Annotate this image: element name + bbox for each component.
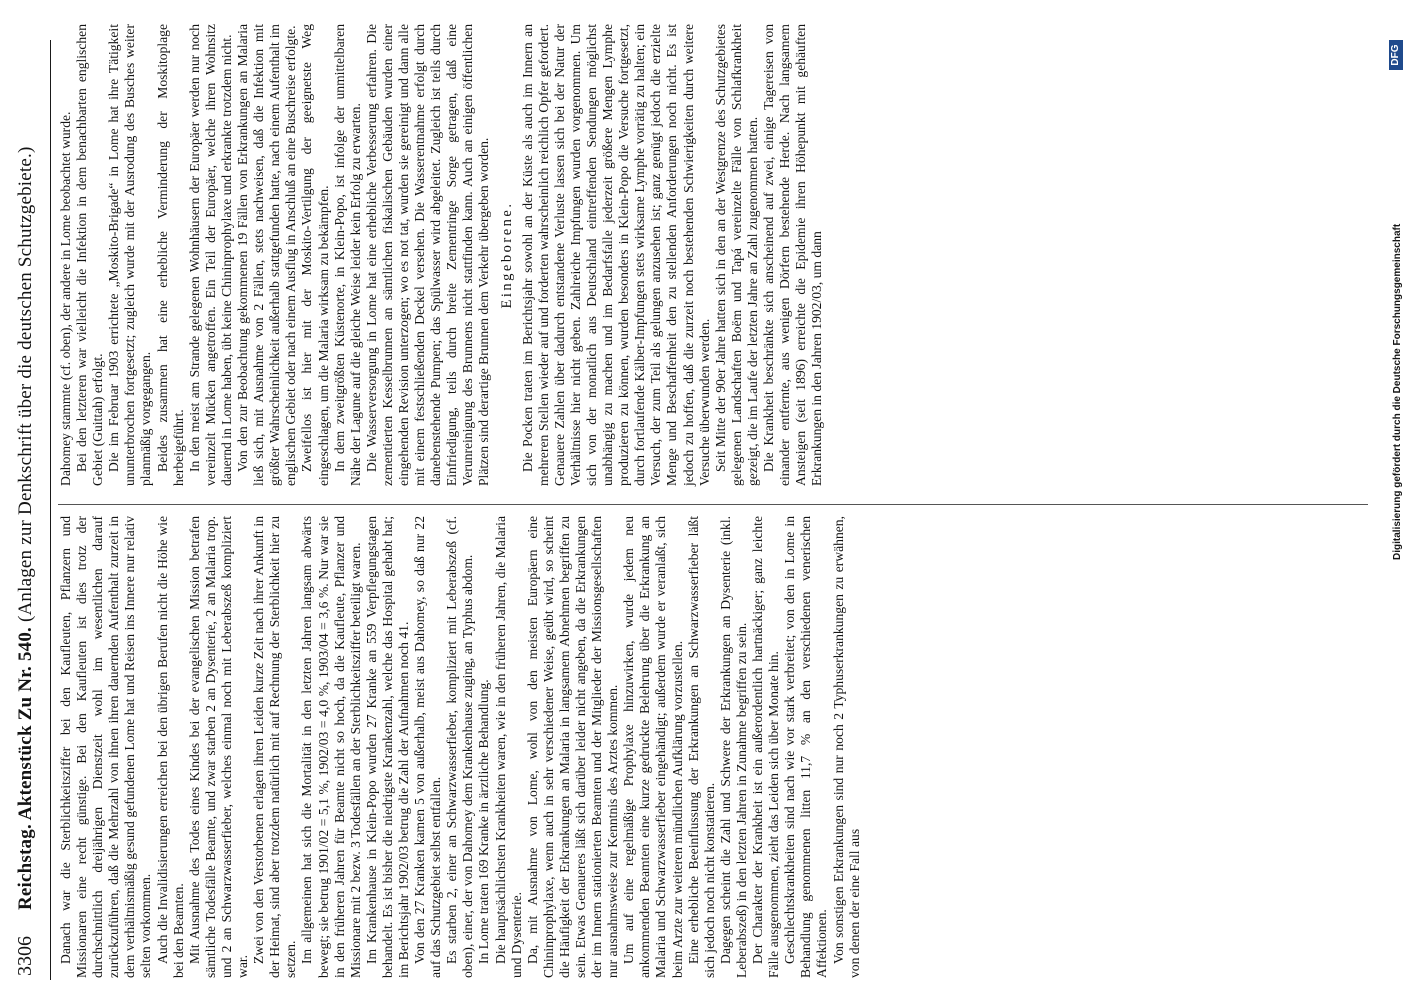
paragraph: Es starben 2, einer an Schwarzwasserfieber, kompliziert mit Leberabszeß (cf. oben), einer, der von Dahomey dem Krankenhause zuging, an Typhus abdom. (444, 516, 476, 978)
page-number: 3306 (14, 936, 36, 976)
paragraph: Die Krankheit beschränkte sich anscheinend auf zwei, einige Tagereisen von einander entfernte, aus wenigen Dörfern bestehende Herde. Nach langsamem Ansteigen (seit 1896) erreichte die Epidemie ihren Höhepunkt mit gehäuften Erkrankungen in den Jahren 1902/03, um dann (761, 24, 825, 486)
paragraph: Zweifellos ist hier mit der Moskito-Vertilgung der geeignetste Weg eingeschlagen, um die Malaria wirksam zu bekämpfen. (299, 24, 331, 486)
paragraph: Die Pocken traten im Berichtsjahr sowohl an der Küste als auch im Innern an mehreren Stellen wieder auf und forderten wahrscheinlich reichlich Opfer gefordert. Genauere Zahlen über dadurch entstandene Verluste lassen sich bei der Natur der Verhältnisse hier nicht geben. Zahlreiche Impfungen wurden vorgenommen. Um sich von der monatlich aus Deutschland eintreffenden Sendungen möglichst unabhängig zu machen und im Bedarfsfalle jederzeit größere Mengen Lymphe produzieren zu können, wurden besonders in Klein-Popo die Versuche fortgesetzt, durch fortlaufende Kälber-Impfungen stets wirksame Lymphe vorrätig zu halten; ein Versuch, der zum Teil als gelungen anzusehen ist; ganz genügt jedoch die erzielte Menge und Beschaffenheit den zu stellenden Anforderungen noch nicht. Es ist jedoch zu hoffen, daß die zurzeit noch bestehenden Schwierigkeiten durch weitere Versuche überwunden werden. (519, 24, 712, 486)
digitization-credit: Digitalisierung gefördert durch die Deutsche Forschungsgemeinschaft (1392, 223, 1403, 560)
right-column (58, 24, 825, 486)
page-header (14, 40, 44, 976)
paragraph: Von den zur Beobachtung gekommenen 19 Fällen von Erkrankungen an Malaria ließ sich, mit Ausnahme von 2 Fällen, stets nachweisen, daß die Infektion mit größter Wahrscheinlichkeit außerhalb stattgefunden hatte, nach einem Aufenthalt im englischen Gebiet oder nach einem Ausflug in Anschluß an eine Buschreise erfolgte. (235, 24, 299, 486)
header-divider (50, 40, 51, 980)
paragraph: Eine erhebliche Beeinflussung der Erkrankungen an Schwarzwasserfieber läßt sich jedoch noch nicht konstatieren. (685, 516, 717, 978)
paragraph: Bei den letzteren war vielleicht die Infektion in dem benachbarten englischen Gebiet (Guittah) erfolgt. (74, 24, 106, 486)
paragraph: Der Charakter der Krankheit ist ein außerordentlich hartnäckiger; ganz leichte Fälle ausgenommen, zieht das Leiden sich über Monate hin. (750, 516, 782, 978)
paragraph: Die Wasserversorgung in Lome hat eine erhebliche Verbesserung erfahren. Die zementierten Kesselbrunnen an sämtlichen fiskalischen Gebäuden wurden einer eingehenden Revision unterzogen; wo es not tat, wurden sie gereinigt und dann alle mit einem festschließenden Deckel versehen. Die Wasserentnahme erfolgt durch danebenstehende Pumpen; das Spülwasser wird abgeleitet. Zugleich ist teils durch Einfriedigung, teils durch breite Zementringe Sorge getragen, daß eine Verunreinigung des Brunnens nicht stattfinden kann. Auch an einigen öffentlichen Plätzen sind derartige Brunnen dem Verkehr übergeben worden. (363, 24, 492, 486)
dfg-logo: DFG (1389, 40, 1403, 70)
paragraph: Da, mit Ausnahme von Lome, wohl von den meisten Europäern eine Chininprophylaxe, wenn auch in sehr verschiedener Weise, geübt wird, so scheint die Häufigkeit der Erkrankungen an Malaria in langsamem Abnehmen begriffen zu sein. Etwas Genaueres läßt sich darüber leider nicht angeben, da die Erkrankungen der im Innern stationierten Beamten und der Mitglieder der Missionsgesellschaften nur ausnahmsweise zur Kenntnis des Arztes kommen. (524, 516, 621, 978)
paragraph: Von sonstigen Erkrankungen sind nur noch 2 Typhuserkrankungen zu erwähnen, von denen der eine Fall aus (830, 516, 862, 978)
paragraph: Im allgemeinen hat sich die Mortalität in den letzten Jahren langsam abwärts bewegt; sie betrug 1901/02 = 5,1 %, 1902/03 = 4,0 %, 1903/04 = 3,6 %. Nur war sie in den früheren Jahren für Beamte nicht so hoch, da die Kaufleute, Pflanzer und Missionare mit 2 bezw. 3 Todesfällen an der Sterblichkeitsziffer beteiligt waren. (299, 516, 363, 978)
paragraph: Beides zusammen hat eine erhebliche Verminderung der Moskitoplage herbeigeführt. (154, 24, 186, 486)
paragraph: Auch die Invalidisierungen erreichen bei den übrigen Berufen nicht die Höhe wie bei den Beamten. (154, 516, 186, 978)
column-rule (58, 504, 1368, 505)
paragraph: Dahomey stammte (cf. oben), der andere in Lome beobachtet wurde. (58, 111, 73, 486)
paragraph: Geschlechtskrankheiten sind nach wie vor stark verbreitet; von den in Lome in Behandlung genommenen litten 11,7 % an den verschiedenen venerischen Affektionen. (782, 516, 830, 978)
paragraph: Die hauptsächlichsten Krankheiten waren, wie in den früheren Jahren, die Malaria und Dysenterie. (492, 516, 524, 978)
paragraph: Danach war die Sterblichkeitsziffer bei den Kaufleuten, Pflanzern und Missionaren eine recht günstige. Bei den Kaufleuten ist dies trotz der durchschnittlich dreijährigen Dienstzeit wohl im wesentlichen darauf zurückzuführen, daß die Mehrzahl von ihnen ihren dauernden Aufenthalt zurzeit in dem verhältnismäßig gesund gefundenen Lome hat und Reisen ins Innere nur relativ selten vorkommen. (58, 516, 154, 978)
paragraph: Von den 27 Kranken kamen 5 von außerhalb, meist aus Dahomey, so daß nur 22 auf das Schutzgebiet selbst entfallen. (412, 516, 444, 978)
paragraph: Seit Mitte der 90er Jahre hatten sich in den an der Westgrenze des Schutzgebietes gelegenen Landschaften Boëm und Tapá vereinzelte Fälle von Schlafkrankheit gezeigt, die im Laufe der letzten Jahre an Zahl zugenommen hatten. (712, 24, 760, 486)
running-title (15, 146, 37, 910)
paragraph: In dem zweitgrößten Küstenorte, in Klein-Popo, ist infolge der unmittelbaren Nähe der Lagune auf die gleiche Weise leider kein Erfolg zu erwarten. (331, 24, 363, 486)
running-title-bold: Reichstag. Aktenstück Zu Nr. 540. (15, 626, 36, 910)
left-column (58, 516, 863, 978)
paragraph: Zwei von den Verstorbenen erlagen ihren Leiden kurze Zeit nach ihrer Ankunft in der Heimat, sind aber trotzdem natürlich mit auf Rechnung der Sterblichkeit hier zu setzen. (251, 516, 299, 978)
paragraph: Im Krankenhause in Klein-Popo wurden 27 Kranke an 559 Verpflegungstagen behandelt. Es ist bisher die niedrigste Krankenzahl, welche das Hospital gehabt hat; im Berichtsjahr 1902/03 betrug die Zahl der Aufnahmen noch 41. (363, 516, 411, 978)
paragraph: Dagegen scheint die Zahl und Schwere der Erkrankungen an Dysenterie (inkl. Leberabszeß) in den letzten Jahren in Zunahme begriffen zu sein. (717, 516, 749, 978)
paragraph: Die im Februar 1903 errichtete „Moskito-Brigade“ in Lome hat ihre Tätigkeit ununterbrochen fortgesetzt; zugleich wurde mit der Ausrodung des Busches weiter planmäßig vorgegangen. (106, 24, 154, 486)
paragraph: In Lome traten 169 Kranke in ärztliche Behandlung. (476, 679, 492, 964)
running-title-rest: (Anlagen zur Denkschrift über die deutschen Schutzgebiete.) (15, 146, 36, 623)
paragraph: Mit Ausnahme des Todes eines Kindes bei der evangelischen Mission betrafen sämtliche Todesfälle Beamte, und zwar starben 2 an Dysenterie, 2 an Malaria trop. und 2 an Schwarzwasserfieber, welches einmal noch mit Leberabszeß kompliziert war. (186, 516, 251, 978)
paragraph: In den meist am Strande gelegenen Wohnhäusern der Europäer werden nur noch vereinzelt Mücken angetroffen. Ein Teil der Europäer, welche ihren Wohnsitz dauernd in Lome haben, übt keine Chininprophylaxe und erkrankte trotzdem nicht. (186, 24, 234, 486)
section-heading: Eingeborene. (498, 201, 515, 309)
paragraph: Um auf eine regelmäßige Prophylaxe hinzuwirken, wurde jedem neu ankommenden Beamten eine kurze gedruckte Belehrung über die Erkrankung an Malaria und Schwarzwasserfieber eingehändigt; außerdem wurde er veranlaßt, sich beim Arzte zur weiteren mündlichen Aufklärung vorzustellen. (621, 516, 685, 978)
